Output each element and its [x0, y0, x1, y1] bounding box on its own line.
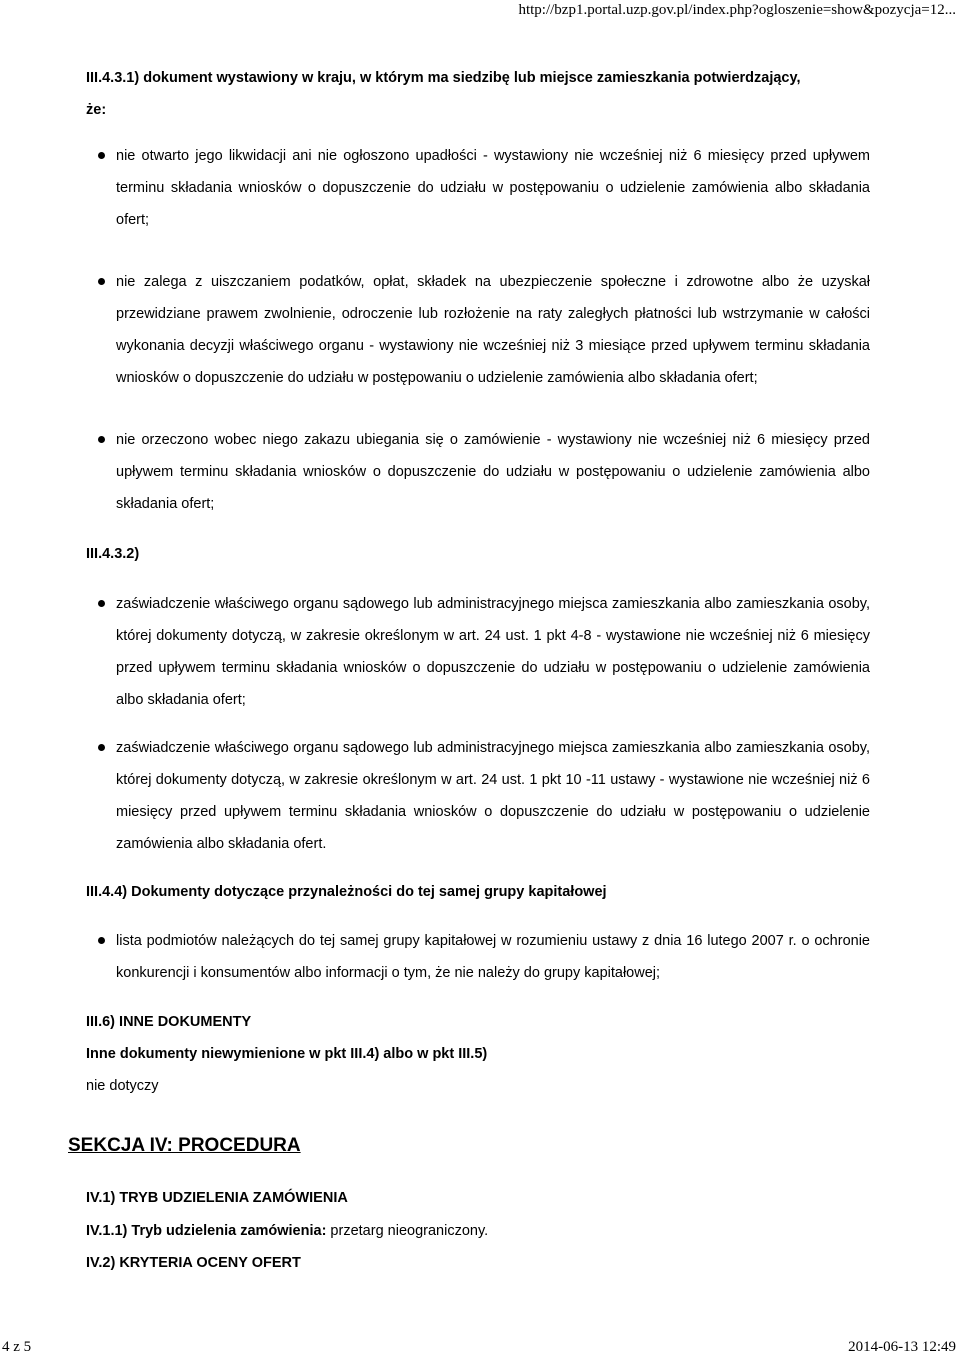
page-url: http://bzp1.portal.uzp.gov.pl/index.php?ogloszenie=show&pozycja=12...: [518, 2, 956, 18]
bullet-icon: [98, 744, 105, 751]
heading-iv-1: IV.1) TRYB UDZIELENIA ZAMÓWIENIA: [86, 1190, 348, 1206]
list-iii-4-3-1: [98, 140, 870, 520]
section-iv-title: SEKCJA IV: PROCEDURA: [68, 1135, 301, 1156]
heading-line-1: III.4.3.1) dokument wystawiony w kraju, w którym ma siedzibę lub miejsce zamieszkania potwierdzający,: [86, 70, 801, 86]
list-item: nie orzeczono wobec niego zakazu ubiegania się o zamówienie - wystawiony nie wcześniej niż 6 miesięcy przed upływem terminu składania wniosków o dopuszczenie do udziału w postępowaniu o udzielenie zamówienia albo składania ofert;: [98, 424, 870, 520]
list-iii-4-4: [98, 925, 870, 989]
list-item: zaświadczenie właściwego organu sądowego lub administracyjnego miejsca zamieszkania albo zamieszkania osoby, której dokumenty dotyczą, w zakresie określonym w art. 24 ust. 1 pkt 10 -11 ustawy - wystawione nie wcześniej niż 6 miesięcy przed upływem terminu składania wniosków o dopuszczenie do udziału w postępowaniu o udzielenie zamówienia albo składania ofert.: [98, 732, 870, 860]
heading-line-2: że:: [86, 102, 107, 118]
bullet-icon: [98, 937, 105, 944]
print-datetime: 2014-06-13 12:49: [848, 1339, 956, 1355]
heading-iv-2: IV.2) KRYTERIA OCENY OFERT: [86, 1255, 301, 1271]
other-documents-subheading: Inne dokumenty niewymienione w pkt III.4) albo w pkt III.5): [86, 1046, 488, 1062]
list-item: zaświadczenie właściwego organu sądowego lub administracyjnego miejsca zamieszkania albo zamieszkania osoby, której dokumenty dotyczą, w zakresie określonym w art. 24 ust. 1 pkt 4-8 - wystawione nie wcześniej niż 6 miesięcy przed upływem terminu składania wniosków o dopuszczenie do udziału w postępowaniu o udzielenie zamówienia albo składania ofert;: [98, 588, 870, 716]
bullet-icon: [98, 278, 105, 285]
bullet-icon: [98, 152, 105, 159]
list-item: lista podmiotów należących do tej samej grupy kapitałowej w rozumieniu ustawy z dnia 16 lutego 2007 r. o ochronie konkurencji i konsumentów albo informacji o tym, że nie należy do grupy kapitałowej;: [98, 925, 870, 989]
section-heading-iii-4-4: III.4.4) Dokumenty dotyczące przynależności do tej samej grupy kapitałowej: [86, 884, 607, 900]
other-documents-value: nie dotyczy: [86, 1078, 159, 1094]
procedure-type-label: IV.1.1) Tryb udzielenia zamówienia:: [86, 1223, 327, 1239]
list-item: nie otwarto jego likwidacji ani nie ogłoszono upadłości - wystawiony nie wcześniej niż 6 miesięcy przed upływem terminu składania wniosków o dopuszczenie do udziału w postępowaniu o udzielenie zamówienia albo składania ofert;: [98, 140, 870, 236]
section-heading-iii-6: III.6) INNE DOKUMENTY: [86, 1014, 252, 1030]
section-heading-iii-4-3-2: III.4.3.2): [86, 546, 140, 562]
bullet-icon: [98, 436, 105, 443]
bullet-icon: [98, 600, 105, 607]
section-heading-iii-4-3-1: [86, 62, 926, 126]
heading-iv-1-1: [86, 1215, 488, 1247]
procedure-type-value: przetarg nieograniczony.: [326, 1223, 489, 1239]
list-item: nie zalega z uiszczaniem podatków, opłat, składek na ubezpieczenie społeczne i zdrowotne albo że uzyskał przewidziane prawem zwolnienie, odroczenie lub rozłożenie na raty zaległych płatności lub wstrzymanie w całości wykonania decyzji właściwego organu - wystawiony nie wcześniej niż 3 miesiące przed upływem terminu składania wniosków o dopuszczenie do udziału w postępowaniu o udzielenie zamówienia albo składania ofert;: [98, 266, 870, 394]
list-iii-4-3-2: [98, 588, 870, 860]
page-number: 4 z 5: [2, 1339, 32, 1355]
